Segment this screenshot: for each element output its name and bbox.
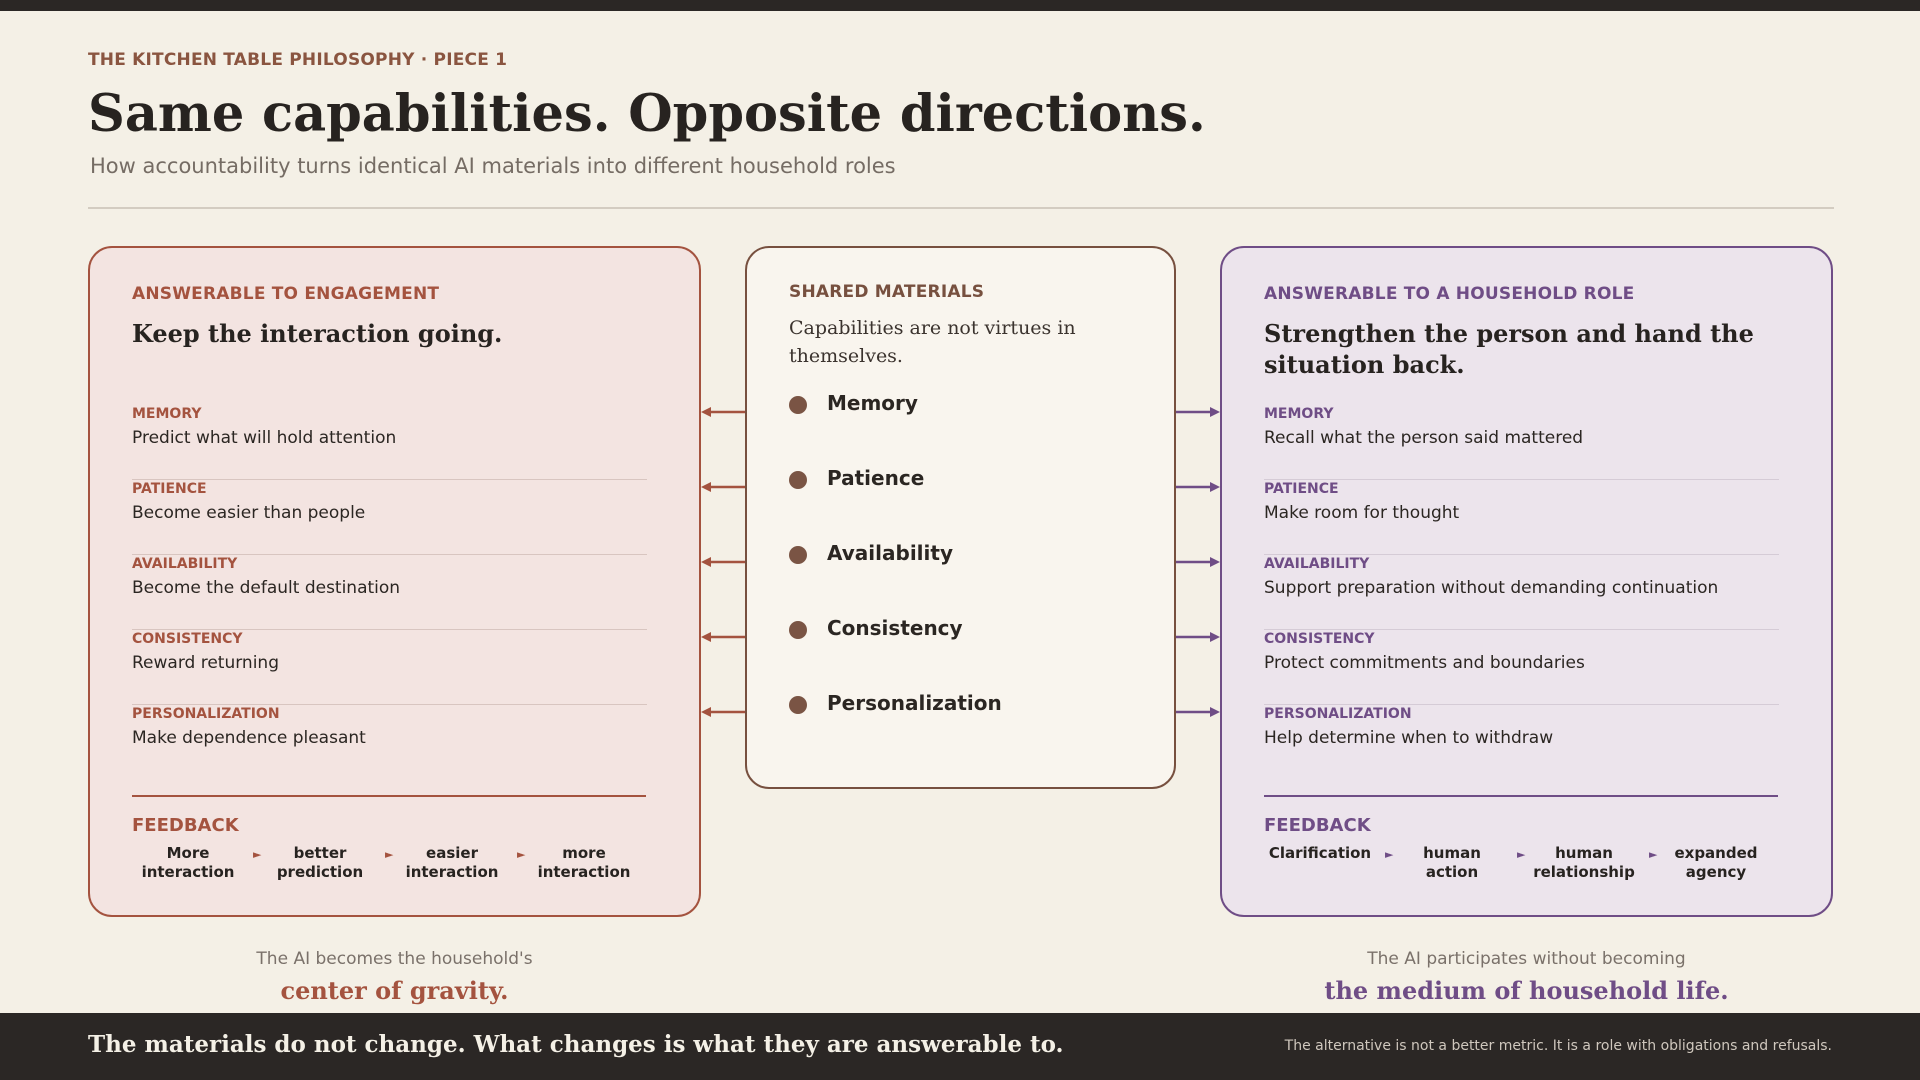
footer-statement: The materials do not change. What changes is what they are answerable to.	[88, 1031, 1064, 1058]
household-item-patience	[1264, 480, 1779, 555]
page-subtitle: How accountability turns identical AI materials into different household roles	[90, 154, 896, 178]
engagement-feedback-divider	[132, 795, 646, 797]
shared-materials-description: Capabilities are not virtues in themselves.	[789, 317, 1076, 367]
material-personalization	[789, 690, 1149, 765]
feedback-arrow-icon: ►	[253, 848, 262, 861]
item-label: PATIENCE	[132, 481, 207, 497]
engagement-caption-lead: The AI becomes the household's	[256, 949, 533, 969]
bullet-dot-icon	[789, 396, 807, 414]
arrowhead-left-icon	[701, 407, 711, 417]
material-label: Consistency	[827, 616, 963, 640]
engagement-panel-label: ANSWERABLE TO ENGAGEMENT	[132, 284, 440, 304]
item-text: Become the default destination	[132, 578, 401, 598]
engagement-item-availability	[132, 555, 647, 630]
shared-materials-panel	[745, 246, 1176, 789]
arrowhead-left-icon	[701, 557, 711, 567]
material-label: Availability	[827, 541, 953, 565]
page-title: Same capabilities. Opposite directions.	[88, 84, 1206, 144]
feedback-step: expanded agency	[1674, 844, 1758, 881]
top-bar	[0, 0, 1920, 11]
item-label: CONSISTENCY	[1264, 631, 1375, 647]
material-availability	[789, 540, 1149, 615]
item-label: AVAILABILITY	[1264, 556, 1370, 572]
material-label: Patience	[827, 466, 925, 490]
engagement-feedback-chain	[132, 844, 652, 884]
household-feedback-chain	[1264, 844, 1784, 884]
engagement-item-memory	[132, 405, 647, 480]
materials-list	[789, 390, 1149, 765]
arrowhead-right-icon	[1210, 482, 1220, 492]
feedback-arrow-icon: ►	[1649, 848, 1658, 861]
material-label: Personalization	[827, 691, 1002, 715]
header-divider	[88, 207, 1834, 209]
arrowhead-left-icon	[701, 482, 711, 492]
arrowhead-right-icon	[1210, 557, 1220, 567]
household-items	[1264, 405, 1779, 780]
feedback-step: More interaction	[141, 844, 235, 881]
material-memory	[789, 390, 1149, 465]
shared-materials-label: SHARED MATERIALS	[789, 282, 985, 302]
arrowhead-right-icon	[1210, 707, 1220, 717]
feedback-step: better prediction	[276, 844, 364, 881]
bullet-dot-icon	[789, 471, 807, 489]
feedback-arrow-icon: ►	[1517, 848, 1526, 861]
item-label: PERSONALIZATION	[1264, 706, 1412, 722]
item-text: Recall what the person said mattered	[1264, 428, 1584, 448]
engagement-feedback-label: FEEDBACK	[132, 815, 239, 836]
engagement-items	[132, 405, 647, 780]
arrowhead-left-icon	[701, 632, 711, 642]
item-text: Reward returning	[132, 653, 279, 673]
item-label: PATIENCE	[1264, 481, 1339, 497]
feedback-step: human relationship	[1533, 844, 1635, 881]
item-text: Make dependence pleasant	[132, 728, 366, 748]
bullet-dot-icon	[789, 696, 807, 714]
footer-note: The alternative is not a better metric. It is a role with obligations and refusals.	[1284, 1038, 1832, 1054]
arrowhead-left-icon	[701, 707, 711, 717]
item-label: PERSONALIZATION	[132, 706, 280, 722]
feedback-step: Clarification	[1268, 844, 1372, 862]
household-caption-lead: The AI participates without becoming	[1367, 949, 1686, 969]
household-item-personalization	[1264, 705, 1779, 780]
bullet-dot-icon	[789, 621, 807, 639]
material-label: Memory	[827, 391, 918, 415]
item-text: Support preparation without demanding continuation	[1264, 578, 1719, 598]
item-text: Protect commitments and boundaries	[1264, 653, 1585, 673]
item-label: CONSISTENCY	[132, 631, 243, 647]
material-patience	[789, 465, 1149, 540]
series-kicker: THE KITCHEN TABLE PHILOSOPHY · PIECE 1	[88, 50, 508, 70]
household-item-consistency	[1264, 630, 1779, 705]
household-caption-emphasis: the medium of household life.	[1324, 976, 1729, 1005]
feedback-step: easier interaction	[405, 844, 499, 881]
household-role-panel	[1220, 246, 1833, 917]
feedback-arrow-icon: ►	[517, 848, 526, 861]
engagement-panel	[88, 246, 701, 917]
engagement-panel-heading: Keep the interaction going.	[132, 319, 503, 348]
item-label: MEMORY	[1264, 406, 1334, 422]
feedback-arrow-icon: ►	[385, 848, 394, 861]
household-panel-heading: Strengthen the person and hand the situation back.	[1264, 319, 1754, 379]
item-text: Help determine when to withdraw	[1264, 728, 1554, 748]
engagement-caption-emphasis: center of gravity.	[280, 976, 509, 1005]
feedback-arrow-icon: ►	[1385, 848, 1394, 861]
household-item-memory	[1264, 405, 1779, 480]
household-item-availability	[1264, 555, 1779, 630]
feedback-step: human action	[1423, 844, 1481, 881]
arrowhead-right-icon	[1210, 632, 1220, 642]
footer-bar	[0, 1013, 1920, 1080]
arrowhead-right-icon	[1210, 407, 1220, 417]
engagement-item-consistency	[132, 630, 647, 705]
engagement-item-personalization	[132, 705, 647, 780]
engagement-item-patience	[132, 480, 647, 555]
material-consistency	[789, 615, 1149, 690]
item-text: Become easier than people	[132, 503, 366, 523]
household-feedback-label: FEEDBACK	[1264, 815, 1371, 836]
feedback-step: more interaction	[537, 844, 631, 881]
household-feedback-divider	[1264, 795, 1778, 797]
bullet-dot-icon	[789, 546, 807, 564]
item-label: MEMORY	[132, 406, 202, 422]
household-panel-label: ANSWERABLE TO A HOUSEHOLD ROLE	[1264, 284, 1635, 304]
item-text: Predict what will hold attention	[132, 428, 397, 448]
item-label: AVAILABILITY	[132, 556, 238, 572]
item-text: Make room for thought	[1264, 503, 1460, 523]
